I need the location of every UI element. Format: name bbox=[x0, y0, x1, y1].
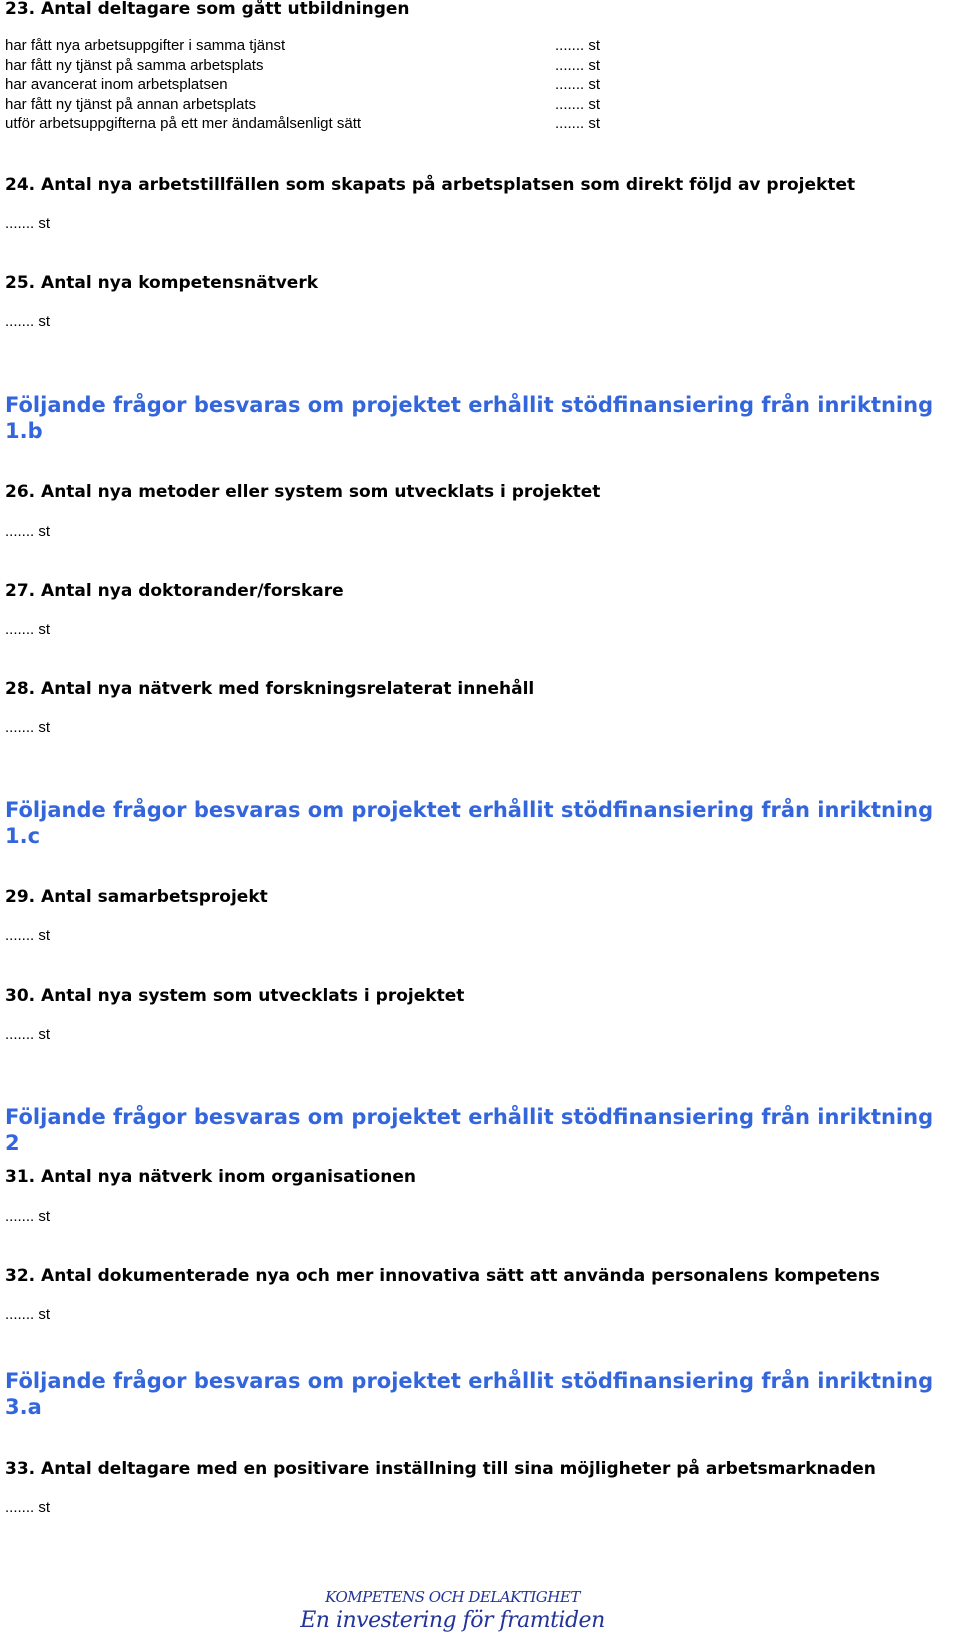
footer-line-2: En investering för framtiden bbox=[300, 1608, 605, 1633]
footer-tagline bbox=[0, 1588, 960, 1633]
sublist-value[interactable]: ....... st bbox=[555, 76, 601, 93]
sublist-label: har fått ny tjänst på samma arbetsplats bbox=[5, 56, 264, 74]
answer-27 bbox=[5, 620, 955, 640]
answer-field[interactable]: ....... st bbox=[5, 1306, 51, 1323]
question-heading: 28. Antal nya nätverk med forskningsrelaterat innehåll bbox=[5, 679, 535, 699]
question-heading: 25. Antal nya kompetensnätverk bbox=[5, 273, 319, 293]
section-heading-1c bbox=[5, 797, 955, 849]
question-32 bbox=[5, 1265, 955, 1287]
question-heading: 23. Antal deltagare som gått utbildningen bbox=[5, 0, 410, 19]
sublist-value[interactable]: ....... st bbox=[555, 56, 601, 74]
answer-field[interactable]: ....... st bbox=[5, 1499, 51, 1516]
section-heading: Följande frågor besvaras om projektet erhållit stödfinansiering från inriktning 2 bbox=[5, 1105, 934, 1155]
answer-field[interactable]: ....... st bbox=[5, 621, 51, 638]
question-27 bbox=[5, 580, 955, 602]
answer-field[interactable]: ....... st bbox=[5, 523, 51, 540]
sublist-label: har fått ny tjänst på annan arbetsplats bbox=[5, 95, 256, 113]
section-heading: Följande frågor besvaras om projektet erhållit stödfinansiering från inriktning 1.b bbox=[5, 393, 934, 443]
question-heading: 31. Antal nya nätverk inom organisationen bbox=[5, 1167, 416, 1187]
question-25 bbox=[5, 272, 955, 294]
question-23-sublist bbox=[5, 36, 955, 134]
section-heading: Följande frågor besvaras om projektet erhållit stödfinansiering från inriktning 3.a bbox=[5, 1369, 934, 1419]
section-heading-1b bbox=[5, 392, 955, 444]
question-heading: 32. Antal dokumenterade nya och mer innovativa sätt att använda personalens kompetens bbox=[5, 1266, 880, 1286]
question-heading: 26. Antal nya metoder eller system som utvecklats i projektet bbox=[5, 482, 601, 502]
answer-field[interactable]: ....... st bbox=[5, 927, 51, 944]
answer-field[interactable]: ....... st bbox=[5, 215, 51, 232]
answer-field[interactable]: ....... st bbox=[5, 719, 51, 736]
answer-29 bbox=[5, 926, 955, 946]
question-heading: 27. Antal nya doktorander/forskare bbox=[5, 581, 344, 601]
sublist-value[interactable]: ....... st bbox=[555, 115, 601, 132]
sublist-value[interactable]: ....... st bbox=[555, 37, 601, 54]
question-heading: 30. Antal nya system som utvecklats i projektet bbox=[5, 986, 465, 1006]
answer-26 bbox=[5, 522, 955, 542]
question-26 bbox=[5, 481, 955, 503]
answer-31 bbox=[5, 1207, 955, 1227]
question-28 bbox=[5, 678, 955, 700]
answer-field[interactable]: ....... st bbox=[5, 1208, 51, 1225]
question-heading: 33. Antal deltagare med en positivare inställning till sina möjligheter på arbetsmarknaden bbox=[5, 1459, 876, 1479]
question-31 bbox=[5, 1166, 955, 1188]
question-heading: 24. Antal nya arbetstillfällen som skapats på arbetsplatsen som direkt följd av projektet bbox=[5, 175, 856, 195]
answer-28 bbox=[5, 718, 955, 738]
answer-24 bbox=[5, 214, 955, 234]
answer-32 bbox=[5, 1305, 955, 1325]
sublist-label: utför arbetsuppgifterna på ett mer ändamålsenligt sätt bbox=[5, 115, 362, 132]
question-30 bbox=[5, 985, 955, 1007]
sublist-label: har avancerat inom arbetsplatsen bbox=[5, 76, 228, 93]
sublist-value[interactable]: ....... st bbox=[555, 95, 601, 113]
question-24 bbox=[5, 174, 955, 196]
question-heading: 29. Antal samarbetsprojekt bbox=[5, 887, 268, 907]
section-heading: Följande frågor besvaras om projektet erhållit stödfinansiering från inriktning 1.c bbox=[5, 798, 934, 848]
section-heading-3a bbox=[5, 1368, 955, 1420]
question-33 bbox=[5, 1458, 955, 1480]
section-heading-2 bbox=[5, 1104, 955, 1156]
answer-field[interactable]: ....... st bbox=[5, 313, 51, 330]
answer-33 bbox=[5, 1498, 955, 1518]
answer-field[interactable]: ....... st bbox=[5, 1026, 51, 1043]
footer-line-1: KOMPETENS OCH DELAKTIGHET bbox=[325, 1588, 580, 1606]
question-23 bbox=[5, 0, 955, 20]
sublist-label: har fått nya arbetsuppgifter i samma tjänst bbox=[5, 37, 286, 54]
answer-25 bbox=[5, 312, 955, 332]
question-29 bbox=[5, 886, 955, 908]
answer-30 bbox=[5, 1025, 955, 1045]
